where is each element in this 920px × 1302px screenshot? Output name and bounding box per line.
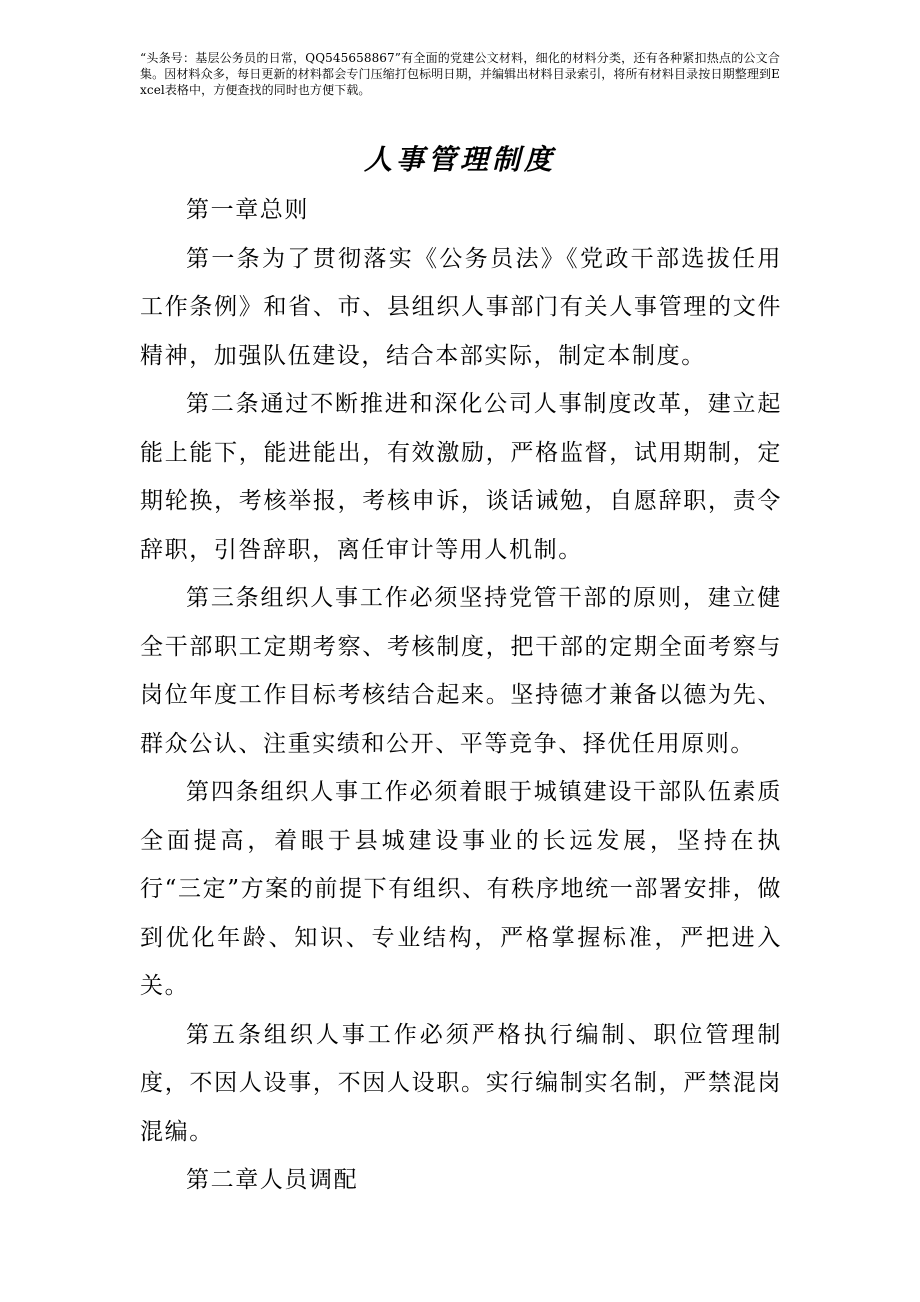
header-note: “头条号：基层公务员的日常，QQ545658867”有全面的党建公文材料，细化的材料分类，还有各种紧扣热点的公文合集。因材料众多，每日更新的材料都会专门压缩打包标明日期，并编辑出材料目录索引，将所有材料目录按日期整理到Excel表格中，方便查找的同时也方便下载。 <box>140 51 780 97</box>
document-body <box>140 186 782 1205</box>
article-5: 第五条组织人事工作必须严格执行编制、职位管理制度，不因人设事，不因人设职。实行编制实名制，严禁混岗混编。 <box>140 1021 782 1145</box>
document-title: 人事管理制度 <box>363 143 556 176</box>
article-2: 第二条通过不断推进和深化公司人事制度改革，建立起能上能下，能进能出，有效激励，严格监督，试用期制，定期轮换，考核举报，考核申诉，谈话诫勉，自愿辞职，责令辞职，引咎辞职，离任审计等用人机制。 <box>140 391 782 563</box>
chapter-heading-1: 第一章总则 <box>186 197 309 223</box>
article-1: 第一条为了贯彻落实《公务员法》《党政干部选拔任用工作条例》和省、市、县组织人事部门有关人事管理的文件精神，加强队伍建设，结合本部实际，制定本制度。 <box>140 245 782 369</box>
chapter-heading-2: 第二章人员调配 <box>186 1167 359 1193</box>
article-3: 第三条组织人事工作必须坚持党管干部的原则，建立健全干部职工定期考察、考核制度，把干部的定期全面考察与岗位年度工作目标考核结合起来。坚持德才兼备以德为先、群众公认、注重实绩和公开、平等竞争、择优任用原则。 <box>140 585 782 757</box>
article-4: 第四条组织人事工作必须着眼于城镇建设干部队伍素质全面提高，着眼于县城建设事业的长远发展，坚持在执行“三定”方案的前提下有组织、有秩序地统一部署安排，做到优化年龄、知识、专业结构，严格掌握标准，严把进入关。 <box>140 779 782 999</box>
